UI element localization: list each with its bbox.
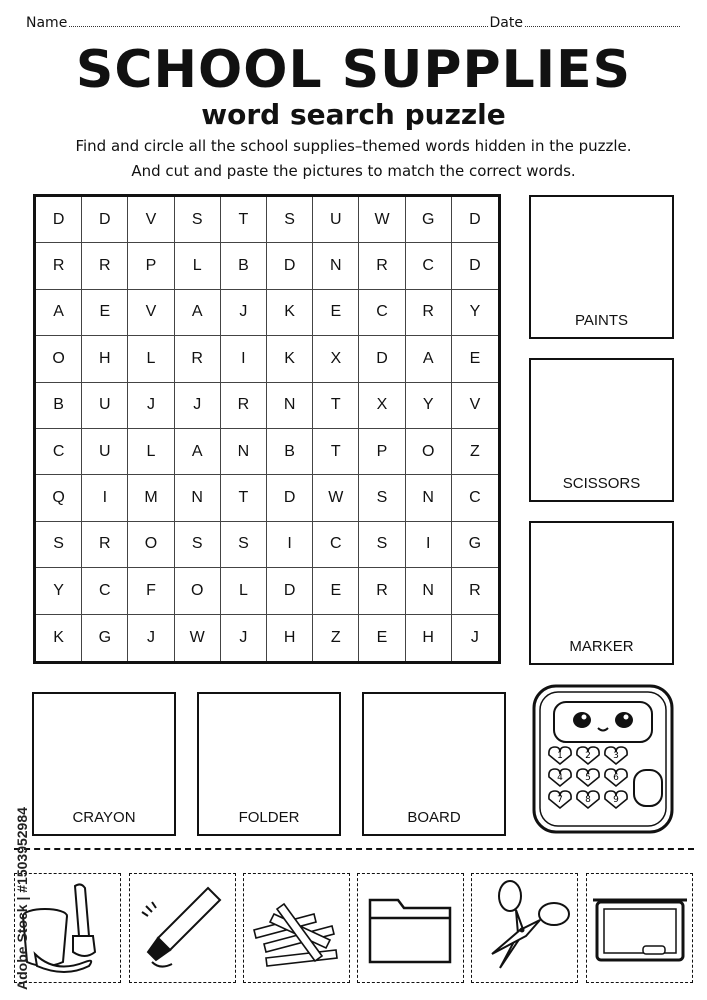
grid-cell[interactable]: A bbox=[406, 336, 452, 382]
grid-cell[interactable]: D bbox=[267, 243, 313, 289]
grid-cell[interactable]: R bbox=[36, 243, 82, 289]
grid-cell[interactable]: R bbox=[452, 568, 498, 614]
grid-cell[interactable]: L bbox=[128, 336, 174, 382]
instruction-line-1: Find and circle all the school supplies–themed words hidden in the puzzle. bbox=[75, 137, 632, 155]
grid-cell[interactable]: S bbox=[36, 522, 82, 568]
grid-cell[interactable]: D bbox=[36, 197, 82, 243]
grid-cell[interactable]: A bbox=[175, 429, 221, 475]
grid-cell[interactable]: R bbox=[406, 290, 452, 336]
word-label: CRAYON bbox=[72, 809, 136, 826]
grid-cell[interactable]: T bbox=[313, 383, 359, 429]
grid-cell[interactable]: B bbox=[267, 429, 313, 475]
grid-cell[interactable]: U bbox=[82, 429, 128, 475]
grid-cell[interactable]: X bbox=[313, 336, 359, 382]
grid-cell[interactable]: J bbox=[175, 383, 221, 429]
picture-paints[interactable] bbox=[14, 873, 121, 983]
grid-cell[interactable]: W bbox=[359, 197, 405, 243]
grid-cell[interactable]: Y bbox=[36, 568, 82, 614]
grid-cell[interactable]: Z bbox=[313, 615, 359, 661]
grid-cell[interactable]: J bbox=[128, 383, 174, 429]
grid-cell[interactable]: O bbox=[36, 336, 82, 382]
grid-cell[interactable]: C bbox=[406, 243, 452, 289]
folder-icon bbox=[358, 874, 463, 982]
grid-cell[interactable]: T bbox=[221, 197, 267, 243]
grid-cell[interactable]: R bbox=[82, 243, 128, 289]
grid-cell[interactable]: X bbox=[359, 383, 405, 429]
grid-cell[interactable]: C bbox=[359, 290, 405, 336]
calculator-key-label: 5 bbox=[585, 773, 591, 783]
grid-cell[interactable]: C bbox=[313, 522, 359, 568]
paint-bucket-icon bbox=[15, 874, 120, 982]
grid-cell[interactable]: E bbox=[313, 290, 359, 336]
calculator-key-label: 6 bbox=[613, 773, 619, 783]
grid-cell[interactable]: E bbox=[82, 290, 128, 336]
grid-cell[interactable]: D bbox=[359, 336, 405, 382]
stock-watermark bbox=[12, 750, 30, 990]
word-box-crayon[interactable] bbox=[32, 692, 176, 836]
grid-cell[interactable]: H bbox=[82, 336, 128, 382]
grid-cell[interactable]: C bbox=[82, 568, 128, 614]
grid-cell[interactable]: S bbox=[359, 522, 405, 568]
grid-cell[interactable]: F bbox=[128, 568, 174, 614]
calculator-key-label: 4 bbox=[557, 773, 563, 783]
grid-cell[interactable]: G bbox=[452, 522, 498, 568]
board-icon bbox=[587, 874, 692, 982]
grid-cell[interactable]: U bbox=[82, 383, 128, 429]
grid-cell[interactable]: G bbox=[406, 197, 452, 243]
grid-cell[interactable]: U bbox=[313, 197, 359, 243]
grid-cell[interactable]: V bbox=[128, 290, 174, 336]
grid-cell[interactable]: K bbox=[267, 290, 313, 336]
grid-cell[interactable]: O bbox=[175, 568, 221, 614]
crayons-icon bbox=[244, 874, 349, 982]
grid-cell[interactable]: E bbox=[313, 568, 359, 614]
grid-cell[interactable]: O bbox=[128, 522, 174, 568]
grid-cell[interactable]: N bbox=[313, 243, 359, 289]
grid-cell[interactable]: H bbox=[406, 615, 452, 661]
grid-cell[interactable]: Y bbox=[406, 383, 452, 429]
grid-cell[interactable]: R bbox=[359, 243, 405, 289]
calculator-key-label: 8 bbox=[585, 795, 591, 805]
word-label: SCISSORS bbox=[562, 475, 641, 492]
calculator-key-label: 2 bbox=[585, 751, 591, 761]
grid-cell[interactable]: N bbox=[406, 568, 452, 614]
page-title: SCHOOL SUPPLIES bbox=[75, 40, 632, 100]
calculator-key-label: 9 bbox=[613, 795, 619, 805]
grid-cell[interactable]: B bbox=[221, 243, 267, 289]
watermark-text: Adobe Stock | #1503952984 bbox=[14, 807, 30, 990]
picture-crayons[interactable] bbox=[243, 873, 350, 983]
word-box-board[interactable] bbox=[362, 692, 506, 836]
grid-cell[interactable]: T bbox=[221, 475, 267, 521]
grid-cell[interactable]: R bbox=[175, 336, 221, 382]
grid-cell[interactable]: L bbox=[221, 568, 267, 614]
grid-cell[interactable]: D bbox=[82, 197, 128, 243]
grid-cell[interactable]: D bbox=[452, 243, 498, 289]
name-label: Name bbox=[26, 15, 68, 31]
calculator-key-label: 7 bbox=[557, 795, 563, 805]
grid-cell[interactable]: V bbox=[452, 383, 498, 429]
grid-cell[interactable]: V bbox=[128, 197, 174, 243]
grid-cell[interactable]: J bbox=[221, 290, 267, 336]
grid-cell[interactable]: H bbox=[267, 615, 313, 661]
grid-cell[interactable]: M bbox=[128, 475, 174, 521]
grid-cell[interactable]: Y bbox=[452, 290, 498, 336]
grid-cell[interactable]: N bbox=[267, 383, 313, 429]
word-label: BOARD bbox=[407, 809, 461, 826]
grid-cell[interactable]: G bbox=[82, 615, 128, 661]
grid-cell[interactable]: N bbox=[406, 475, 452, 521]
grid-cell[interactable]: C bbox=[452, 475, 498, 521]
grid-cell[interactable]: I bbox=[221, 336, 267, 382]
grid-cell[interactable]: N bbox=[221, 429, 267, 475]
calculator-key-label: 1 bbox=[557, 751, 563, 761]
picture-folder[interactable] bbox=[357, 873, 464, 983]
grid-cell[interactable]: P bbox=[128, 243, 174, 289]
grid-cell[interactable]: I bbox=[82, 475, 128, 521]
page-subtitle: word search puzzle bbox=[201, 98, 506, 131]
calculator-mascot-icon bbox=[528, 680, 678, 840]
grid-cell[interactable]: S bbox=[267, 197, 313, 243]
word-box-marker[interactable] bbox=[529, 521, 674, 665]
grid-cell[interactable]: Q bbox=[36, 475, 82, 521]
grid-cell[interactable]: A bbox=[36, 290, 82, 336]
grid-cell[interactable]: O bbox=[406, 429, 452, 475]
grid-cell[interactable]: L bbox=[128, 429, 174, 475]
grid-cell[interactable]: D bbox=[267, 568, 313, 614]
grid-cell[interactable]: E bbox=[359, 615, 405, 661]
picture-marker[interactable] bbox=[129, 873, 236, 983]
marker-icon bbox=[130, 874, 235, 982]
grid-cell[interactable]: Z bbox=[452, 429, 498, 475]
grid-cell[interactable]: W bbox=[313, 475, 359, 521]
grid-cell[interactable]: R bbox=[82, 522, 128, 568]
grid-cell[interactable]: D bbox=[267, 475, 313, 521]
grid-cell[interactable]: S bbox=[221, 522, 267, 568]
grid-cell[interactable]: D bbox=[452, 197, 498, 243]
grid-cell[interactable]: E bbox=[452, 336, 498, 382]
word-box-paints[interactable] bbox=[529, 195, 674, 339]
grid-cell[interactable]: I bbox=[406, 522, 452, 568]
grid-cell[interactable]: R bbox=[221, 383, 267, 429]
grid-cell[interactable]: I bbox=[267, 522, 313, 568]
picture-scissors[interactable] bbox=[471, 873, 578, 983]
grid-cell[interactable]: B bbox=[36, 383, 82, 429]
word-box-scissors[interactable] bbox=[529, 358, 674, 502]
grid-cell[interactable]: S bbox=[359, 475, 405, 521]
grid-cell[interactable]: W bbox=[175, 615, 221, 661]
grid-cell[interactable]: K bbox=[267, 336, 313, 382]
word-box-folder[interactable] bbox=[197, 692, 341, 836]
grid-cell[interactable]: S bbox=[175, 197, 221, 243]
word-label: PAINTS bbox=[574, 312, 629, 329]
grid-cell[interactable]: T bbox=[313, 429, 359, 475]
cut-line bbox=[14, 848, 694, 850]
grid-cell[interactable]: P bbox=[359, 429, 405, 475]
grid-cell[interactable]: N bbox=[175, 475, 221, 521]
instruction-line-2: And cut and paste the pictures to match the correct words. bbox=[131, 162, 576, 180]
date-label: Date bbox=[489, 15, 523, 31]
grid-cell[interactable]: L bbox=[175, 243, 221, 289]
scissors-icon bbox=[472, 874, 577, 982]
picture-board[interactable] bbox=[586, 873, 693, 983]
grid-cell[interactable]: J bbox=[470, 628, 479, 646]
grid-cell[interactable]: S bbox=[175, 522, 221, 568]
grid-cell[interactable]: K bbox=[36, 615, 82, 661]
grid-cell[interactable]: A bbox=[175, 290, 221, 336]
calculator-key-label: 3 bbox=[613, 751, 619, 761]
name-date-line bbox=[26, 14, 682, 31]
grid-cell[interactable]: J bbox=[128, 615, 174, 661]
grid-cell[interactable]: R bbox=[359, 568, 405, 614]
date-field[interactable] bbox=[525, 14, 680, 27]
name-field[interactable] bbox=[69, 14, 487, 27]
grid-cell[interactable]: J bbox=[221, 615, 267, 661]
word-label: FOLDER bbox=[238, 809, 300, 826]
word-label: MARKER bbox=[569, 638, 634, 655]
word-search-grid bbox=[33, 194, 501, 664]
grid-cell[interactable]: C bbox=[36, 429, 82, 475]
